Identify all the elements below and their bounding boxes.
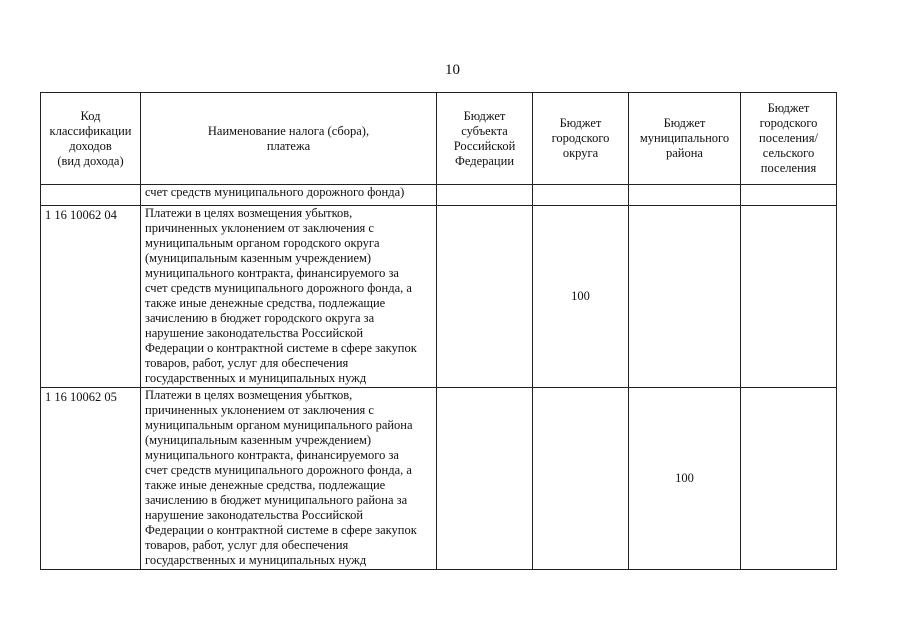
- row-subject-value: [437, 206, 533, 388]
- text-line: государственных и муниципальных нужд: [145, 371, 367, 385]
- text-line: причиненных уклонением от заключения с: [145, 403, 374, 417]
- row-settlement-value: [741, 206, 837, 388]
- text-line: поселения: [760, 161, 817, 175]
- row-subject-value: [437, 388, 533, 570]
- row-municipal-district-value: [629, 185, 741, 206]
- text-line: причиненных уклонением от заключения с: [145, 221, 374, 235]
- text-line: зачислению в бюджет городского округа за: [145, 311, 375, 325]
- text-line: сельского: [762, 146, 815, 160]
- text-line: Платежи в целях возмещения убытков,: [145, 388, 353, 402]
- text-line: зачислению в бюджет муниципального района за: [145, 493, 408, 507]
- text-line: государственных и муниципальных нужд: [145, 553, 367, 567]
- text-line: муниципального контракта, финансируемого за: [145, 448, 399, 462]
- text-line: товаров, работ, услуг для обеспечения: [145, 356, 349, 370]
- text-line: также иные денежные средства, подлежащие: [145, 296, 386, 310]
- table-header-row: [41, 93, 837, 185]
- row-code: 1 16 10062 05: [41, 388, 141, 570]
- row-municipal-district-value: [629, 206, 741, 388]
- text-line: счет средств муниципального дорожного фонда, а: [145, 463, 412, 477]
- row-municipal-district-value: 100: [629, 388, 741, 570]
- text-line: Наименование налога (сбора),: [207, 123, 370, 138]
- text-line: Платежи в целях возмещения убытков,: [145, 206, 353, 220]
- row-city-district-value: [533, 185, 629, 206]
- row-code: 1 16 10062 04: [41, 206, 141, 388]
- row-city-district-value: [533, 388, 629, 570]
- header-code: [41, 93, 141, 185]
- text-line: платежа: [266, 138, 311, 153]
- text-line: Бюджет: [663, 116, 706, 130]
- text-line: товаров, работ, услуг для обеспечения: [145, 538, 349, 552]
- text-line: муниципального контракта, финансируемого за: [145, 266, 399, 280]
- header-municipal-district-budget: [629, 93, 741, 185]
- text-line: также иные денежные средства, подлежащие: [145, 478, 386, 492]
- text-line: Бюджет: [767, 101, 810, 115]
- text-line: городского: [759, 116, 818, 130]
- text-line: (вид дохода): [57, 153, 124, 168]
- text-line: муниципальным органом городского округа: [145, 236, 380, 250]
- text-line: городского: [551, 131, 610, 145]
- text-line: Федерации о контрактной системе в сфере закупок: [145, 341, 417, 355]
- text-line: нарушение законодательства Российской: [145, 508, 364, 522]
- revenue-classification-table: [40, 92, 837, 570]
- row-code: [41, 185, 141, 206]
- text-line: муниципальным органом муниципального района: [145, 418, 413, 432]
- row-settlement-value: [741, 388, 837, 570]
- table-row: [41, 388, 837, 570]
- row-settlement-value: [741, 185, 837, 206]
- header-subject-budget: [437, 93, 533, 185]
- text-line: Код: [80, 108, 101, 123]
- text-line: Федерации: [454, 153, 515, 168]
- header-city-district-budget: [533, 93, 629, 185]
- text-line: Федерации о контрактной системе в сфере закупок: [145, 523, 417, 537]
- header-name: [141, 93, 437, 185]
- text-line: Бюджет: [559, 116, 602, 130]
- text-line: счет средств муниципального дорожного фонда): [145, 185, 405, 199]
- text-line: (муниципальным казенным учреждением): [145, 251, 372, 265]
- table-row: [41, 206, 837, 388]
- text-line: субъекта: [461, 123, 508, 138]
- row-city-district-value: 100: [533, 206, 629, 388]
- table-row: [41, 185, 837, 206]
- text-line: муниципального: [639, 131, 730, 145]
- text-line: района: [666, 146, 703, 160]
- text-line: счет средств муниципального дорожного фонда, а: [145, 281, 412, 295]
- page-number: 10: [445, 62, 460, 78]
- row-name: [141, 388, 437, 570]
- row-name: [141, 185, 437, 206]
- text-line: нарушение законодательства Российской: [145, 326, 364, 340]
- header-settlement-budget: [741, 93, 837, 185]
- text-line: доходов: [69, 138, 112, 153]
- text-line: округа: [562, 146, 599, 160]
- text-line: классификации: [49, 123, 132, 138]
- text-line: Российской: [453, 138, 516, 153]
- row-subject-value: [437, 185, 533, 206]
- text-line: поселения/: [759, 131, 818, 145]
- row-name: [141, 206, 437, 388]
- text-line: Бюджет: [463, 108, 506, 123]
- text-line: (муниципальным казенным учреждением): [145, 433, 372, 447]
